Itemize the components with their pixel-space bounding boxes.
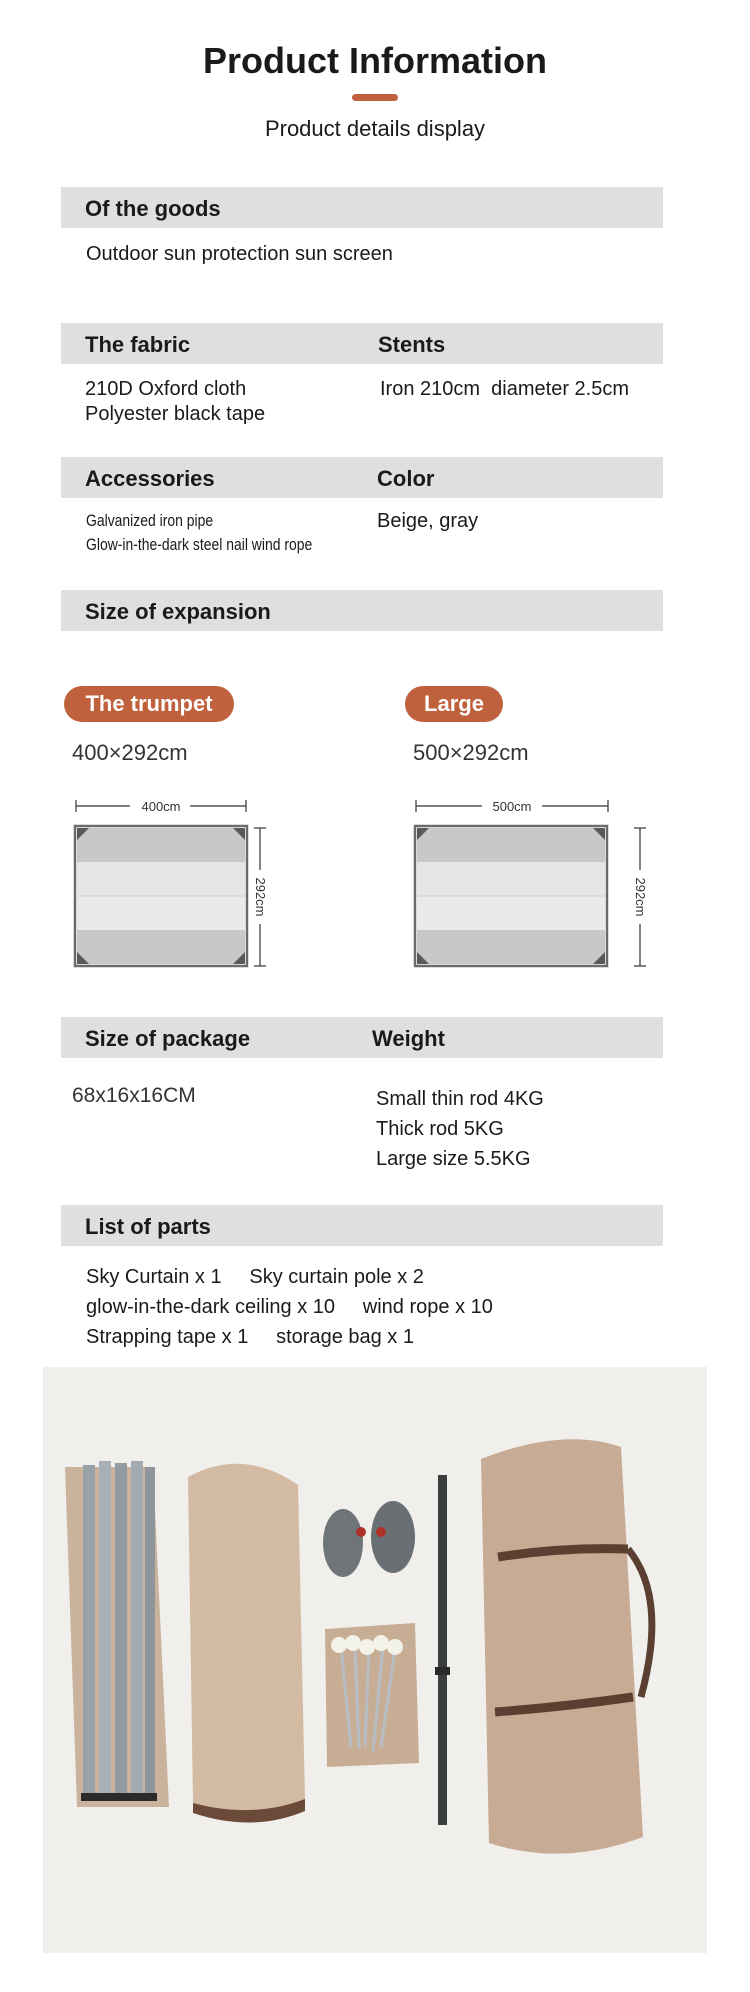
color-heading: Color bbox=[377, 466, 435, 491]
rope-icon bbox=[323, 1509, 363, 1577]
color-value: Beige, gray bbox=[377, 510, 479, 532]
fabric-line: 210D Oxford cloth bbox=[85, 378, 247, 400]
accessories-color-header-bar bbox=[61, 457, 663, 498]
title-underline bbox=[352, 94, 398, 101]
large-height-dimension bbox=[628, 826, 652, 970]
size-dimensions: 400×292cm bbox=[72, 740, 188, 765]
strap-icon bbox=[438, 1475, 447, 1825]
parts-illustration bbox=[43, 1367, 707, 1953]
fabric-heading: The fabric bbox=[85, 332, 191, 357]
width-label: 500cm bbox=[492, 799, 532, 814]
weight-line: Small thin rod 4KG bbox=[376, 1088, 544, 1110]
rope-icon bbox=[371, 1501, 415, 1573]
height-label: 292cm bbox=[253, 877, 268, 917]
stents-value: Iron 210cm diameter 2.5cm bbox=[380, 378, 629, 400]
page-title: Product Information bbox=[203, 40, 547, 81]
weight-line: Thick rod 5KG bbox=[376, 1118, 504, 1140]
package-value: 68x16x16CM bbox=[72, 1084, 196, 1107]
stents-heading: Stents bbox=[378, 332, 446, 357]
size-badge-large: Large bbox=[405, 686, 503, 722]
package-weight-header-bar bbox=[61, 1017, 663, 1058]
weight-line: Large size 5.5KG bbox=[376, 1148, 531, 1170]
height-label: 292cm bbox=[633, 877, 648, 917]
accessories-line: Galvanized iron pipe bbox=[86, 511, 214, 530]
expansion-header-bar bbox=[61, 590, 663, 631]
parts-header-bar bbox=[61, 1205, 663, 1246]
parts-line: glow-in-the-dark ceiling x 10 wind rope x 10 bbox=[86, 1296, 493, 1318]
tent-diagram-large bbox=[410, 790, 610, 970]
goods-header-bar bbox=[61, 187, 663, 228]
size-dimensions: 500×292cm bbox=[413, 740, 529, 765]
fabric-line: Polyester black tape bbox=[85, 403, 266, 425]
width-label: 400cm bbox=[141, 799, 181, 814]
poles-icon bbox=[81, 1461, 157, 1801]
parts-heading: List of parts bbox=[85, 1214, 211, 1239]
expansion-heading: Size of expansion bbox=[85, 599, 271, 624]
tent-diagram-trumpet bbox=[70, 790, 270, 970]
accessories-line: Glow-in-the-dark steel nail wind rope bbox=[86, 535, 313, 554]
product-parts-photo bbox=[43, 1367, 707, 1953]
package-heading: Size of package bbox=[85, 1026, 251, 1051]
page-subtitle: Product details display bbox=[264, 116, 486, 141]
storage-bag-icon bbox=[481, 1439, 643, 1853]
canopy-icon bbox=[188, 1464, 305, 1814]
weight-heading: Weight bbox=[372, 1026, 445, 1051]
accessories-heading: Accessories bbox=[85, 466, 215, 491]
size-badge-trumpet: The trumpet bbox=[64, 686, 234, 722]
fabric-stents-header-bar bbox=[61, 323, 663, 364]
goods-value: Outdoor sun protection sun screen bbox=[86, 243, 393, 265]
goods-heading: Of the goods bbox=[85, 196, 221, 221]
parts-line: Sky Curtain x 1 Sky curtain pole x 2 bbox=[86, 1266, 424, 1288]
parts-line: Strapping tape x 1 storage bag x 1 bbox=[86, 1326, 414, 1348]
